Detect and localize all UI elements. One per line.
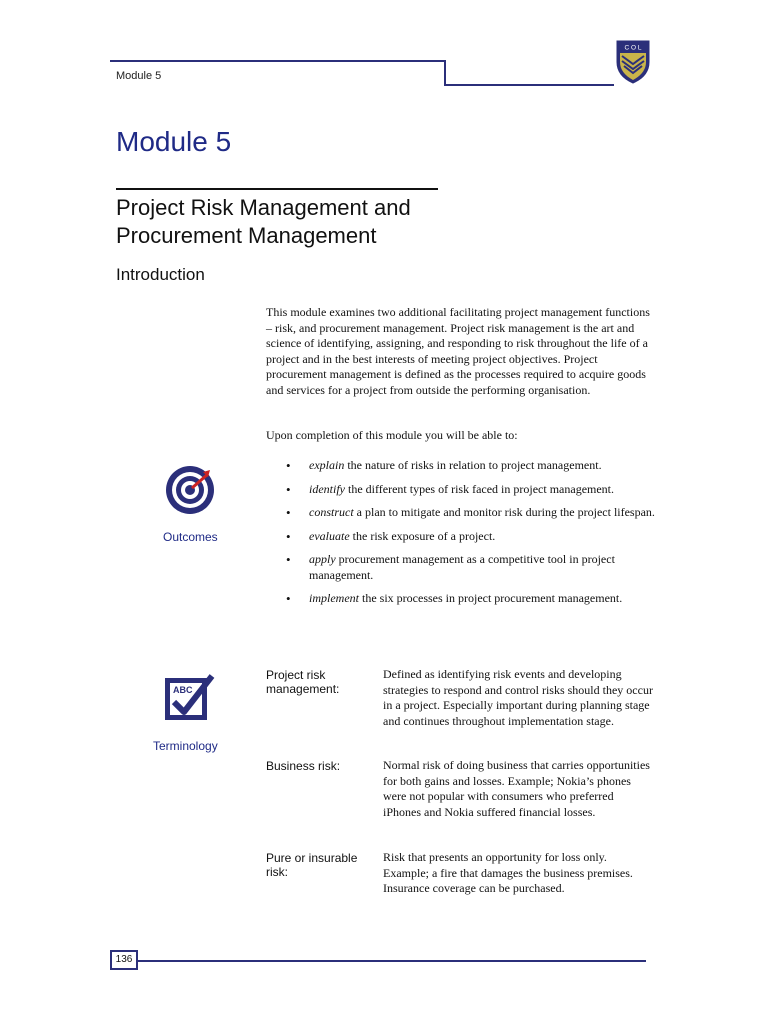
target-icon: [164, 464, 216, 516]
definition-business-risk: Normal risk of doing business that carries opportunities for both gains and losses. Example; Nokia’s phones were not popular with consumers who preferred iPhones and Nokia suffered financial losses.: [383, 758, 650, 819]
outcome-verb: evaluate: [309, 528, 350, 543]
term-pure-insurable-risk: Pure or insurable risk:: [266, 851, 358, 879]
list-item: [286, 482, 656, 498]
section-heading-introduction: Introduction: [116, 265, 205, 284]
module-title: Module 5: [116, 126, 232, 157]
list-item: [286, 552, 656, 583]
list-item: [286, 529, 656, 545]
outcome-verb: identify: [309, 481, 345, 496]
header-rule-step: [444, 60, 446, 85]
outcome-text: the six processes in project procurement management.: [359, 591, 623, 605]
outcomes-list: [286, 458, 656, 615]
definition-project-risk-management: Defined as identifying risk events and developing strategies to respond and control risks should they occur in a project. Especially important during planning stage and continues throughout implementation stage.: [383, 667, 653, 728]
abc-checkbox-icon: [162, 672, 216, 726]
header-rule-left: [110, 60, 445, 62]
term-business-risk: Business risk:: [266, 759, 341, 773]
term-project-risk-management: Project risk management:: [266, 668, 340, 696]
subtitle-line-2: Procurement Management: [116, 223, 377, 248]
outcome-text: the nature of risks in relation to project management.: [344, 458, 602, 472]
outcome-text: procurement management as a competitive tool in project management.: [309, 552, 615, 582]
outcome-verb: construct: [309, 505, 354, 519]
module-subtitle: [116, 194, 446, 250]
subtitle-line-1: Project Risk Management and: [116, 195, 411, 220]
outcome-verb: implement: [309, 591, 359, 605]
logo-lettering: C O L: [624, 44, 642, 52]
outcome-text: the risk exposure of a project.: [349, 528, 496, 543]
header-rule-right: [444, 84, 614, 86]
outcomes-label: Outcomes: [163, 530, 218, 544]
col-shield-logo: [616, 40, 650, 84]
intro-paragraph: This module examines two additional facilitating project management functions – risk, and procurement management. Project risk management is the art and science of identifying, assigning, and responding to risk throughout the life of a project and in the best interests of meeting project objectives. Project procurement management is defined as the processes required to acquire goods and services for a project from outside the performing organisation.: [266, 305, 650, 397]
list-item: [286, 458, 656, 474]
title-rule: [116, 188, 438, 190]
definition-pure-insurable-risk: Risk that presents an opportunity for loss only. Example; a fire that damages the business premises. Insurance coverage can be purchased.: [383, 850, 633, 895]
icon-lettering: ABC: [173, 685, 193, 695]
terminology-label: Terminology: [153, 739, 218, 753]
outcome-verb: explain: [309, 458, 345, 472]
footer-rule: [138, 960, 646, 962]
outcomes-lead-in: Upon completion of this module you will be able to:: [266, 428, 518, 442]
running-head: Module 5: [116, 70, 162, 82]
outcome-text: a plan to mitigate and monitor risk during the project lifespan.: [353, 505, 655, 519]
list-item: [286, 591, 656, 607]
outcome-verb: apply: [309, 552, 336, 566]
outcome-text: the different types of risk faced in project management.: [345, 481, 615, 496]
list-item: [286, 505, 656, 521]
page-number: 136: [110, 950, 138, 970]
